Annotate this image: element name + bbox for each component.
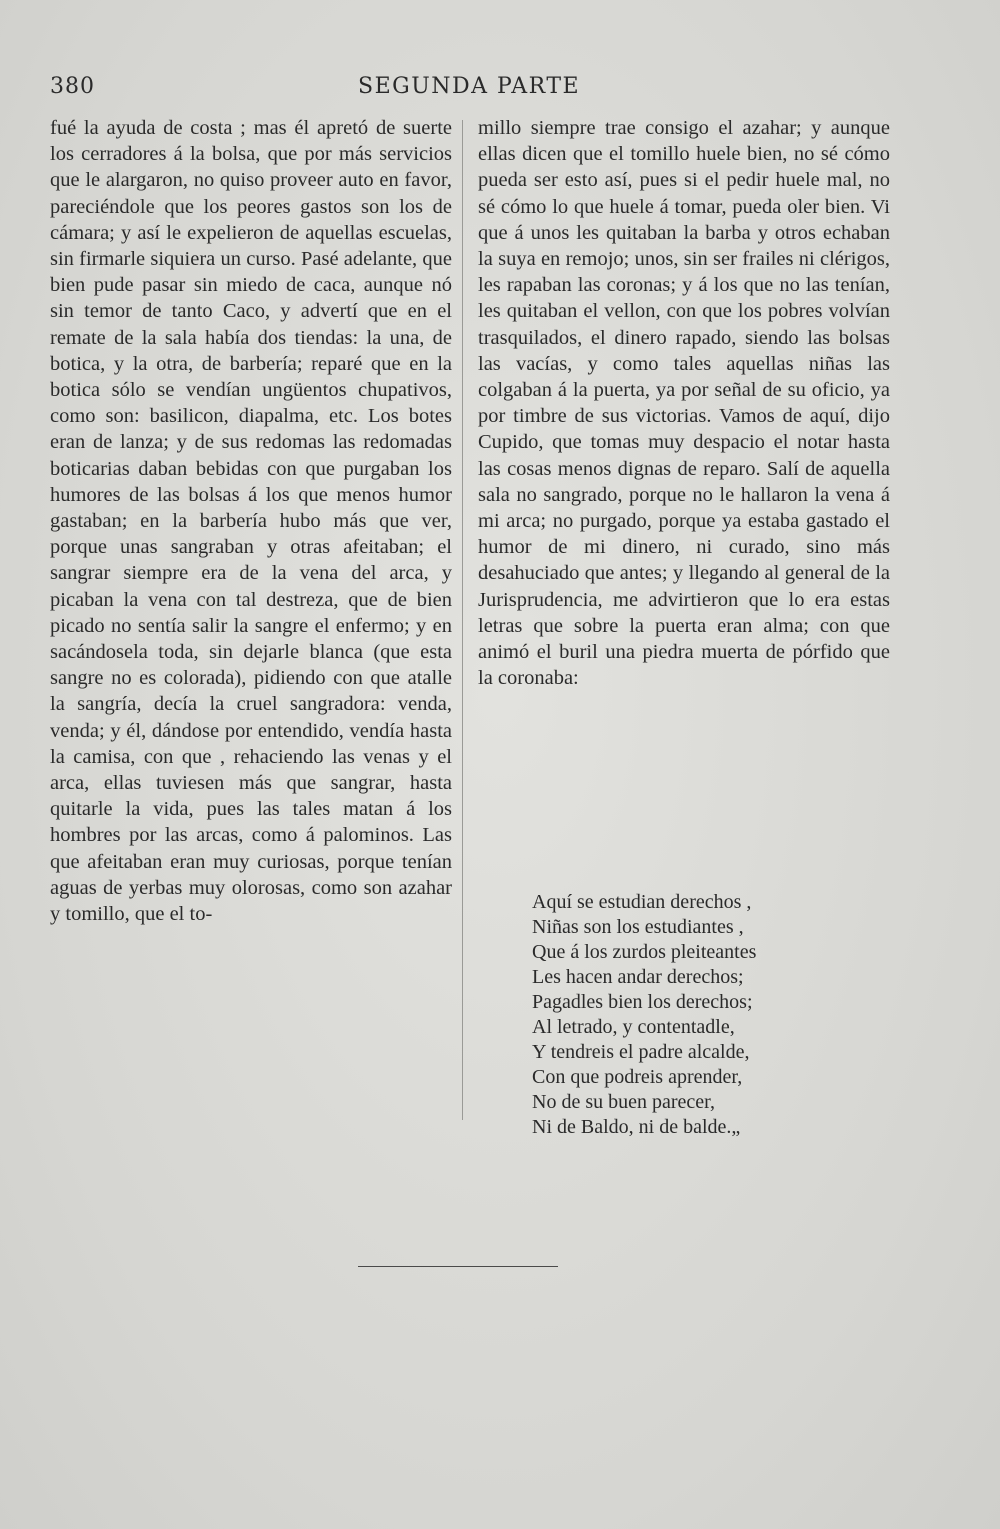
verse-line: No de su buen parecer,: [532, 1091, 716, 1113]
verse-inscription: [532, 890, 892, 1140]
verse-line: Pagadles bien los derechos;: [532, 991, 753, 1013]
verse-line: Al letrado, y contentadle,: [532, 1016, 735, 1038]
page-number: 380: [50, 74, 95, 99]
right-column-text: millo siempre trae consigo el azahar; y aunque ellas dicen que el tomillo huele bien, no sé cómo pueda ser esto así, pues si el pedir huele mal, no sé cómo lo que huele á tomar, pueda oler bien. Vi que á unos les quitaban la barba y otros echaban la suya en remojo; unos, sin ser frailes ni clérigos, les rapaban las coronas; y á los que no las tenían, les quitaban el vellon, con que los pobres volvían trasquilados, el dinero rapado, siendo las bolsas las vacías, y como tales aquellas niñas las colgaban á la puerta, ya por señal de su oficio, ya por timbre de sus victorias. Vamos de aquí, dijo Cupido, que tomas muy despacio el notar hasta las cosas menos dignas de reparo. Salí de aquella sala no sangrado, porque no le hallaron la vena á mi arca; no purgado, porque ya estaba gastado el humor de mi dinero, ni curado, sino más desahuciado que antes; y llegando al general de la Jurisprudencia, me advirtieron que lo era estas letras que sobre la puerta eran alma; con que animó el buril una piedra muerta de pórfido que la coronaba:: [478, 117, 890, 690]
page-header: [50, 74, 590, 104]
verse-line: Y tendreis el padre alcalde,: [532, 1041, 750, 1063]
verse-line: Ni de Baldo, ni de balde.„: [532, 1116, 741, 1138]
column-divider: [462, 120, 463, 1120]
section-end-rule: [358, 1266, 558, 1267]
verse-line: Niñas son los estudiantes ,: [532, 916, 744, 938]
verse-line: Que á los zurdos pleiteantes: [532, 941, 757, 963]
verse-line: Con que podreis aprender,: [532, 1066, 743, 1088]
left-column-text: fué la ayuda de costa ; mas él apretó de suerte los cerradores á la bolsa, que por más servicios que le alargaron, no quiso proveer auto en favor, pareciéndole que los peores gastos son los de cámara; y así le expelieron de aquellas escuelas, sin firmarle siquiera un curso. Pasé adelante, que bien pude pasar sin miedo de caca, aunque nó sin temor de tanto Caco, y advertí que en el remate de la sala había dos tiendas: la una, de botica, y la otra, de barbería; reparé que en la botica sólo se vendían ungüentos chupativos, como son: basilicon, diapalma, etc. Los botes eran de lanza; y de sus redomas las redomadas boticarias daban bebidas con que purgaban los humores de las bolsas á los que menos humor gastaban; en la barbería hubo más que ver, porque unas sangraban y otras afeitaban; el sangrar siempre era de la vena del arca, y picaban la vena con tal destreza, que de bien picado no sentía salir la sangre el enfermo; y en sacándosela toda, sin dejarle blanca (que esta sangre no es colorada), pidiendo con que atalle la sangría, decía la cruel sangradora: venda, venda; y él, dándose por entendido, vendía hasta la camisa, con que , rehaciendo las venas y el arca, ellas tuviesen más que sangrar, hasta quitarle la vida, pues las tales matan á los hombres por las arcas, como á palominos. Las que afeitaban eran muy curiosas, porque tenían aguas de yerbas muy olorosas, como son azahar y tomillo, que el to-: [50, 117, 452, 926]
verse-line: Aquí se estudian derechos ,: [532, 891, 752, 913]
verse-line: Les hacen andar derechos;: [532, 966, 744, 988]
running-title: SEGUNDA PARTE: [358, 74, 581, 99]
